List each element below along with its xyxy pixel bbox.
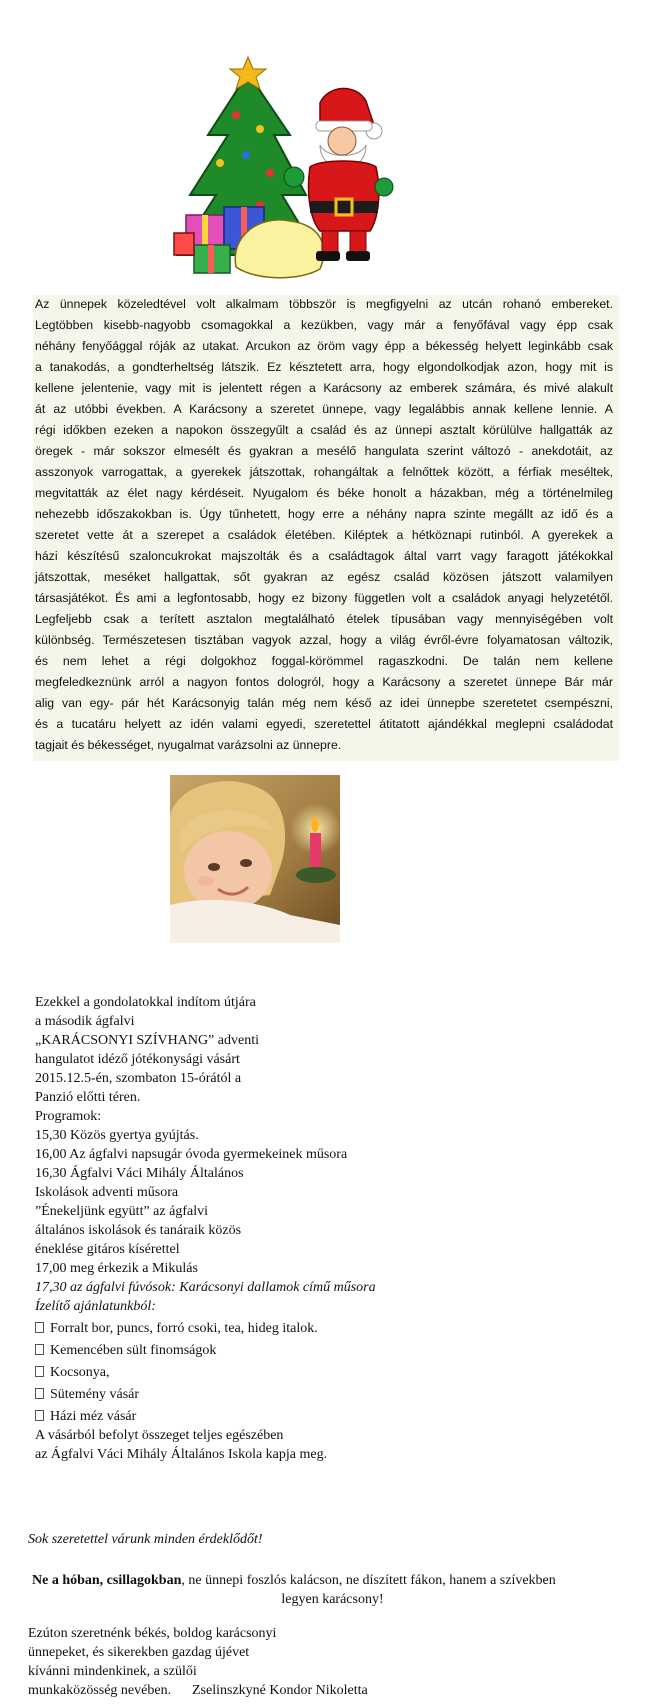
essay-line: alig van egy- pár hét Karácsonyig talán még nem késő az idei ünnepbe szeretetet csempészni,: [35, 696, 613, 710]
event-line: 15,30 Közös gyertya gyújtás.: [35, 1128, 199, 1143]
essay-line: szeretet vette át a szerepet a családok életében. Kiléptek a hétköznapi rutinból. A gyerekek a: [35, 528, 613, 542]
essay-line: Az ünnepek közeledtével volt alkalmam többször is megfigyelni az utcán rohanó embereket.: [35, 297, 613, 311]
event-line: 17,00 meg érkezik a Mikulás: [35, 1261, 198, 1276]
essay-line: kellene jelentenie, vagy mit is jelentett régen a Karácsony az emberek számára, és mivé alakult: [35, 381, 613, 395]
essay-line: házi készítésű szaloncukrokat majszolták és a családtagok által varrt vagy faragott játékokkal: [35, 549, 613, 563]
event-line: a második ágfalvi: [35, 1014, 135, 1029]
essay-line: át az utóbbi években. A Karácsony a szeretet ünnepe, vagy legalábbis annak kellene lennie. A: [35, 402, 613, 416]
event-line: 2015.12.5-én, szombaton 15-órától a: [35, 1071, 242, 1086]
wish-line: Ezúton szeretnénk békés, boldog karácsonyi: [28, 1626, 277, 1641]
invitation-text: Sok szeretettel várunk minden érdeklődőt!: [28, 1532, 263, 1547]
essay-line: Legfeljebb csak a terített asztalon megtalálható ételek típusában vagy mennyiségében volt: [35, 612, 613, 626]
event-line: éneklése gitáros kísérettel: [35, 1242, 180, 1257]
essay-line: társasjátékot. És ami a legfontosabb, hogy ez bizony független volt a családok anyagi helyzetétől.: [35, 591, 613, 605]
wish-line: munkaközösség nevében.: [28, 1683, 172, 1698]
event-line: Panzió előtti téren.: [35, 1090, 141, 1105]
essay-line: megvitatták az élet nagy kérdéseit. Nyugalom és béke honolt a házakban, még a történelmileg: [35, 486, 613, 500]
offer-item: Kemencében sült finomságok: [35, 1343, 216, 1359]
signature: Zselinszkyné Kondor Nikoletta: [192, 1683, 368, 1698]
donation-line: A vásárból befolyt összeget teljes egészében: [35, 1428, 284, 1443]
wish-line: ünnepeket, és sikerekben gazdag újévet: [28, 1645, 250, 1660]
event-line: Ezekkel a gondolatokkal indítom útjára: [35, 995, 256, 1010]
child-candle-photo: [170, 775, 340, 943]
event-line: Iskolások adventi műsora: [35, 1185, 179, 1200]
offer-item: Sütemény vásár: [35, 1387, 139, 1403]
essay-line: asszonyok varrogattak, a gyerekek játszottak, rohangáltak a felnőttek között, a férfiak meséltek,: [35, 465, 613, 479]
motto-line-1: Ne a hóban, csillagokban, ne ünnepi foszlós kalácson, ne díszített fákon, hanem a szívekben: [32, 1573, 556, 1588]
checkbox-glyph-icon: [35, 1388, 44, 1399]
event-line: ”Énekeljünk együtt” az ágfalvi: [35, 1204, 208, 1219]
essay-line: és a tucatáru helyett az idén valami egyedi, szeretettel átitatott ajándékkal meglepni családodat: [35, 717, 613, 731]
essay-line: öregek - már sokszor elmesélt és gyakran a mesélő hangulata szerint változó - anekdotáit, az: [35, 444, 613, 458]
advent-candle-icon: [310, 833, 321, 869]
checkbox-glyph-icon: [35, 1322, 44, 1333]
essay-line: néhány fenyőággal róják az utakat. Arcukon az öröm vagy épp a békesség helyett leginkább csak: [35, 339, 613, 353]
checkbox-glyph-icon: [35, 1366, 44, 1377]
event-line-italic: Ízelítő ajánlatunkból:: [35, 1299, 156, 1314]
essay-line: megfeledkeznünk arról a nagyon fontos dologról, hogy a Karácsony a szeretet ünnepe Bár már: [35, 675, 613, 689]
checkbox-glyph-icon: [35, 1410, 44, 1421]
essay-line: Legtöbben kisebb-nagyobb csomagokkal a kezükben, vagy már a fenyőfával vagy épp csak: [35, 318, 613, 332]
event-line: 16,00 Az ágfalvi napsugár óvoda gyermekeinek műsora: [35, 1147, 348, 1162]
christmas-illustration: [170, 55, 410, 283]
essay-line: régi időkben ezeken a napokon összegyűlt a család és az ünnepi asztalt körülülve hallgatták az: [35, 423, 613, 437]
essay-line: a tanakodás, a gondterheltség látszik. Ez késztetett arra, hogy elgondolkodjak azon, hogy mit is: [35, 360, 613, 374]
offer-item: Kocsonya,: [35, 1365, 110, 1381]
event-line: hangulatot idéző jótékonysági vásárt: [35, 1052, 240, 1067]
offer-item: Forralt bor, puncs, forró csoki, tea, hideg italok.: [35, 1321, 318, 1337]
event-line: Programok:: [35, 1109, 102, 1124]
event-line: 16,30 Ágfalvi Váci Mihály Általános: [35, 1166, 244, 1181]
essay-line: különbség. Természetesen tisztában vagyok azzal, hogy a világ évről-évre folyamatosan változik,: [35, 633, 613, 647]
donation-line: az Ágfalvi Váci Mihály Általános Iskola kapja meg.: [35, 1447, 328, 1462]
event-line: általános iskolások és tanáraik közös: [35, 1223, 242, 1238]
offer-item: Házi méz vásár: [35, 1409, 136, 1425]
checkbox-glyph-icon: [35, 1344, 44, 1355]
event-line: „KARÁCSONYI SZÍVHANG” adventi: [35, 1033, 259, 1048]
wish-line: kívánni mindenkinek, a szülői: [28, 1664, 197, 1679]
essay-line: nehezebb időszakokban is. Úgy tűnhetett, hogy erre a néhány napra szinte megállt az idő és a: [35, 507, 613, 521]
motto-line-2: legyen karácsony!: [281, 1592, 384, 1607]
essay-line: és nem lehet a régi dolgokhoz foggal-körömmel ragaszkodni. De talán nem kellene: [35, 654, 613, 668]
event-line-italic: 17,30 az ágfalvi fúvósok: Karácsonyi dallamok című műsora: [35, 1280, 376, 1295]
essay-line: tagjait és békességet, nyugalmat varázsolni az ünnepre.: [35, 738, 342, 752]
essay-line: játszottak, meséket hallgattak, sőt gyakran az egész család közösen játszott valamilyen: [35, 570, 613, 584]
